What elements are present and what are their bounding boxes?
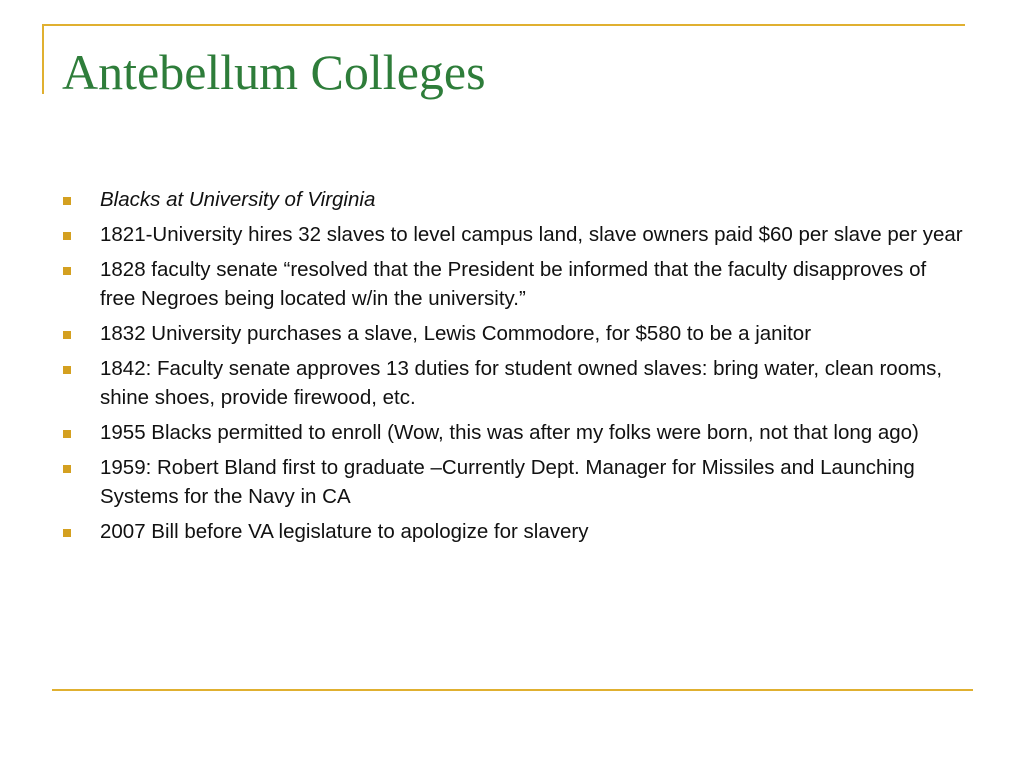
square-bullet-icon (63, 366, 71, 374)
square-bullet-icon (63, 465, 71, 473)
bullet-item (60, 185, 965, 214)
bullet-text: 2007 Bill before VA legislature to apologize for slavery (100, 520, 589, 543)
frame-left-rule (42, 24, 44, 94)
square-bullet-icon (63, 331, 71, 339)
bullet-item (60, 354, 965, 412)
square-bullet-icon (63, 430, 71, 438)
square-bullet-icon (63, 232, 71, 240)
bullet-item (60, 319, 965, 348)
bullet-text: 1828 faculty senate “resolved that the President be informed that the faculty disapproves of free Negroes being located w/in the university.” (100, 258, 927, 310)
square-bullet-icon (63, 197, 71, 205)
bullet-text: 1842: Faculty senate approves 13 duties for student owned slaves: bring water, clean rooms, shine shoes, provide firewood, etc. (100, 357, 943, 409)
frame-top-rule (42, 24, 965, 26)
bullet-item (60, 255, 965, 313)
bullet-item (60, 453, 965, 511)
bullet-text: 1955 Blacks permitted to enroll (Wow, this was after my folks were born, not that long ago) (100, 421, 919, 444)
frame-bottom-rule (52, 689, 973, 691)
bullet-text: 1821-University hires 32 slaves to level campus land, slave owners paid $60 per slave per year (100, 223, 963, 246)
bullet-item (60, 418, 965, 447)
bullet-list (60, 185, 965, 552)
bullet-item (60, 220, 965, 249)
slide-title: Antebellum Colleges (62, 44, 486, 100)
bullet-text: 1832 University purchases a slave, Lewis Commodore, for $580 to be a janitor (100, 322, 812, 345)
square-bullet-icon (63, 267, 71, 275)
square-bullet-icon (63, 529, 71, 537)
bullet-item (60, 517, 965, 546)
bullet-text: Blacks at University of Virginia (100, 188, 376, 211)
bullet-text: 1959: Robert Bland first to graduate –Currently Dept. Manager for Missiles and Launching Systems for the Navy in CA (100, 456, 915, 508)
